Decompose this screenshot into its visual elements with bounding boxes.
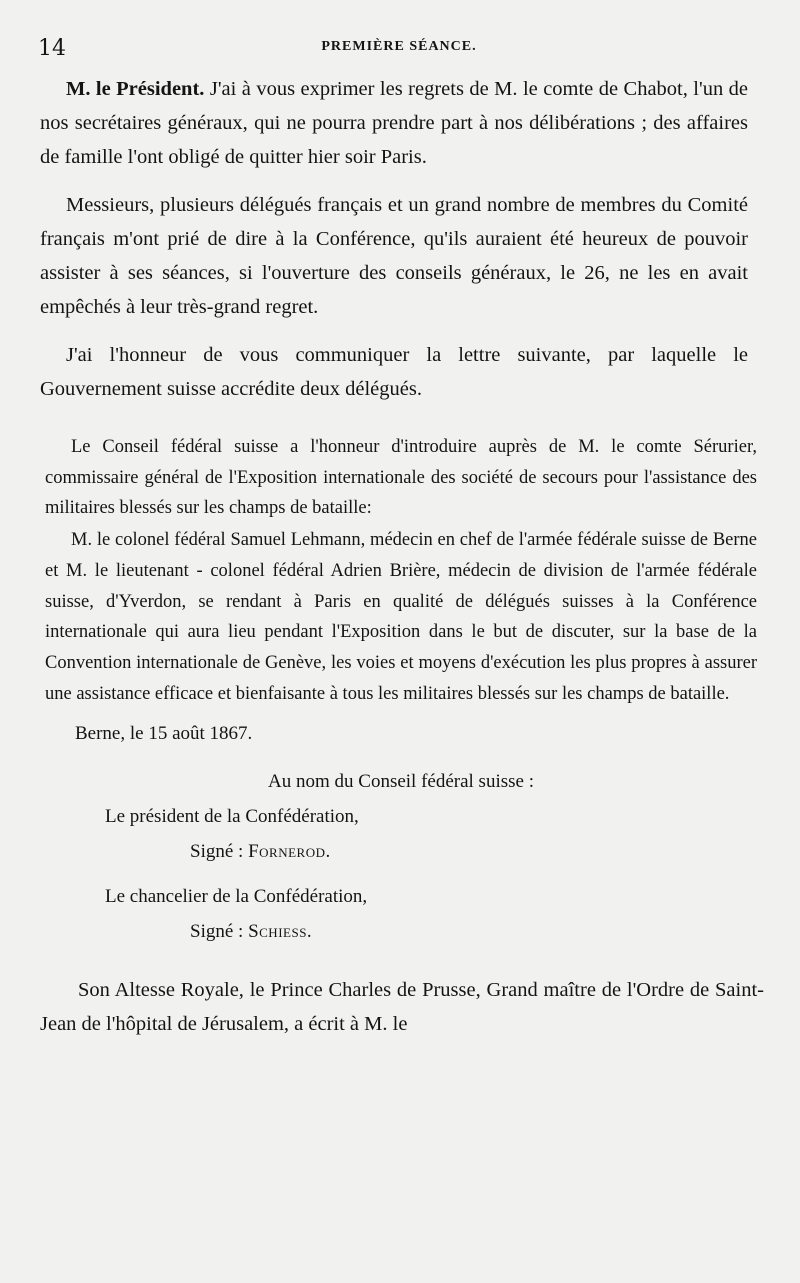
letter-paragraph-delegates: M. le colonel fédéral Samuel Lehmann, médecin en chef de l'armée fédérale suisse de Berne et M. le lieutenant - colonel fédéral Adrien Brière, médecin de division de l'armée fédérale suisse, d'Yverdon, se rendant à Paris en qualité de délégués suisses à la Conférence internationale qui aura lieu pendant l'Exposition dans le but de discuter, sur la base de la Convention internationale de Genève, les voies et moyens d'exécution les plus propres à assurer une assistance efficace et bienfaisante à tous les militaires blessés sur les champs de bataille. xyxy=(45,530,757,704)
speaker-name: M. le Président. xyxy=(66,78,205,100)
signed-prefix: Signé : xyxy=(190,921,244,943)
letter-signoff: Au nom du Conseil fédéral suisse : xyxy=(268,771,534,793)
signatory-chancellor-title: Le chancelier de la Confédération, xyxy=(105,886,368,908)
signatory-president xyxy=(190,834,757,869)
paragraph-president xyxy=(40,72,748,174)
page-number: 14 xyxy=(38,36,66,61)
paragraph-prince-charles: Son Altesse Royale, le Prince Charles de Prusse, Grand maître de l'Ordre de Saint-Jean de l'hôpital de Jérusalem, a écrit à M. le xyxy=(40,979,764,1036)
running-head: PREMIÈRE SÉANCE. xyxy=(321,39,477,54)
paragraph-delegates: Messieurs, plusieurs délégués français et un grand nombre de membres du Comité français m'ont prié de dire à la Conférence, qu'ils auraient été heureux de pouvoir assister à ses séances, si l'ouverture des conseils généraux, le 26, ne les en avait empêchés à leur très-grand regret. xyxy=(40,194,748,318)
signatory-president-name: Fornerod. xyxy=(248,841,331,863)
paragraph-letter-intro: J'ai l'honneur de vous communiquer la lettre suivante, par laquelle le Gouvernement suisse accrédite deux délégués. xyxy=(40,344,748,400)
letter-paragraph-intro: Le Conseil fédéral suisse a l'honneur d'introduire auprès de M. le comte Sérurier, commissaire général de l'Exposition internationale des société de secours pour l'assistance des militaires blessés sur les champs de bataille: xyxy=(45,437,757,519)
paragraph-president-text: J'ai à vous exprimer les regrets de M. le comte de Chabot, l'un de nos secrétaires généraux, qui ne pourra prendre part à nos délibérations ; des affaires de famille l'ont obligé de quitter hier soir Paris. xyxy=(40,78,748,168)
signed-prefix: Signé : xyxy=(190,841,244,863)
page-header xyxy=(38,36,760,60)
quoted-letter xyxy=(40,432,757,949)
page-body xyxy=(40,72,764,1041)
signatory-chancellor-name: Schiess. xyxy=(248,921,313,943)
signatory-chancellor xyxy=(190,914,757,949)
signatory-president-title: Le président de la Confédération, xyxy=(105,806,359,828)
letter-dateline: Berne, le 15 août 1867. xyxy=(75,723,253,745)
